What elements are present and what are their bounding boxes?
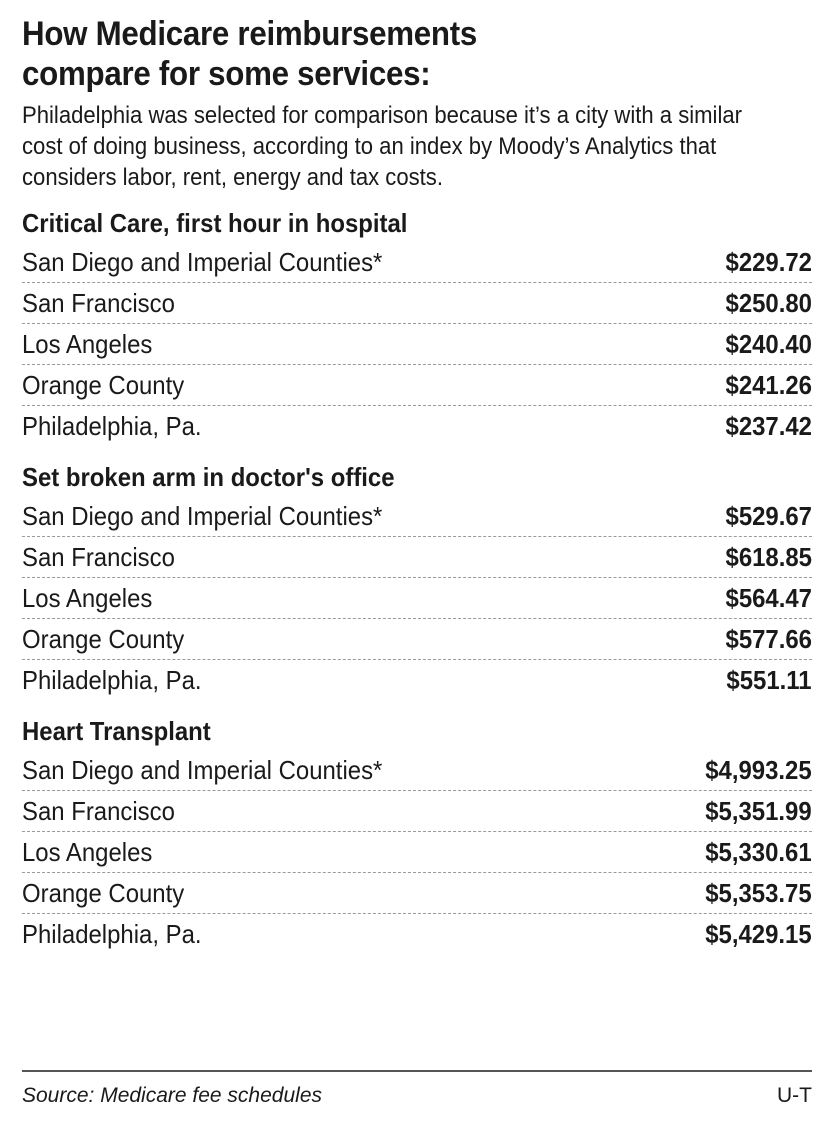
region-label: San Francisco: [22, 288, 175, 318]
table-row: [22, 537, 812, 578]
section-2: [22, 461, 812, 701]
region-label: Philadelphia, Pa.: [22, 411, 202, 441]
table-row: [22, 619, 812, 660]
region-label: Orange County: [22, 370, 185, 400]
table-row: [22, 496, 812, 537]
table-row: [22, 660, 812, 701]
reimbursement-value: $250.80: [725, 288, 812, 318]
source-note: Source: Medicare fee schedules: [22, 1084, 322, 1107]
title: [22, 14, 749, 94]
reimbursement-value: $577.66: [725, 624, 812, 654]
table-row: [22, 365, 812, 406]
comparison-table: [22, 207, 812, 955]
reimbursement-value: $240.40: [725, 329, 812, 359]
section-title: Critical Care, first hour in hospital: [22, 208, 408, 238]
subtitle: Philadelphia was selected for comparison because it’s a city with a similar cost of doing business, according to an index by Moody’s Analytics that considers labor, rent, energy and tax costs.: [22, 102, 742, 191]
section-1: [22, 207, 812, 447]
reimbursement-value: $618.85: [725, 542, 812, 572]
footer: [22, 1070, 812, 1108]
credit: U-T: [777, 1084, 812, 1107]
reimbursement-value: $241.26: [725, 370, 812, 400]
reimbursement-value: $229.72: [725, 247, 812, 277]
region-label: Los Angeles: [22, 583, 153, 613]
reimbursement-value: $5,429.15: [705, 919, 812, 949]
table-row: [22, 873, 812, 914]
region-label: San Francisco: [22, 542, 175, 572]
table-row: [22, 791, 812, 832]
reimbursement-value: $4,993.25: [705, 755, 812, 785]
region-label: San Francisco: [22, 796, 175, 826]
reimbursement-value: $5,353.75: [705, 878, 812, 908]
reimbursement-value: $237.42: [725, 411, 812, 441]
region-label: Orange County: [22, 624, 185, 654]
reimbursement-value: $5,330.61: [705, 837, 812, 867]
table-row: [22, 242, 812, 283]
table-row: [22, 283, 812, 324]
section-3: [22, 715, 812, 955]
region-label: Orange County: [22, 878, 185, 908]
table-row: [22, 578, 812, 619]
title-line-2: compare for some services:: [22, 55, 431, 93]
title-line-1: How Medicare reimbursements: [22, 15, 477, 53]
region-label: Los Angeles: [22, 329, 153, 359]
region-label: Philadelphia, Pa.: [22, 919, 202, 949]
region-label: Philadelphia, Pa.: [22, 665, 202, 695]
table-row: [22, 914, 812, 955]
table-row: [22, 750, 812, 791]
region-label: San Diego and Imperial Counties*: [22, 247, 383, 277]
reimbursement-value: $551.11: [726, 665, 812, 695]
reimbursement-value: $564.47: [725, 583, 812, 613]
reimbursement-value: $5,351.99: [705, 796, 812, 826]
table-row: [22, 324, 812, 365]
reimbursement-value: $529.67: [725, 501, 812, 531]
region-label: San Diego and Imperial Counties*: [22, 755, 383, 785]
region-label: Los Angeles: [22, 837, 153, 867]
table-row: [22, 406, 812, 447]
region-label: San Diego and Imperial Counties*: [22, 501, 383, 531]
table-row: [22, 832, 812, 873]
section-title: Set broken arm in doctor's office: [22, 462, 395, 492]
section-title: Heart Transplant: [22, 716, 211, 746]
